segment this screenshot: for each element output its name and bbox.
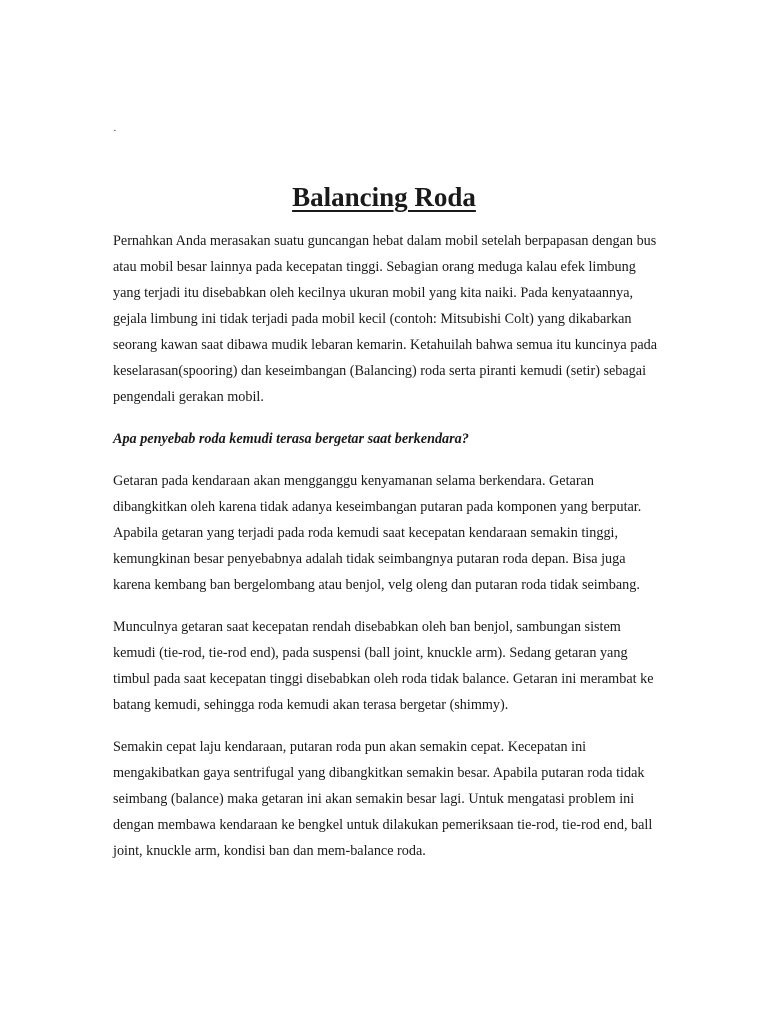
question-heading: Apa penyebab roda kemudi terasa bergetar saat berkendara? [113, 431, 469, 447]
intro-paragraph: Pernahkan Anda merasakan suatu guncangan hebat dalam mobil setelah berpapasan dengan bus atau mobil besar lainnya pada kecepatan tinggi. Sebagian orang meduga kalau efek limbung yang terjadi itu disebabkan oleh kecilnya ukuran mobil yang kita naiki. Pada kenyataannya, gejala limbung ini tidak terjadi pada mobil kecil (contoh: Mitsubishi Colt) yang dikabarkan seorang kawan saat dibawa mudik lebaran kemarin. Ketahuilah bahwa semua itu kuncinya pada keselarasan(spooring) dan keseimbangan (Balancing) roda serta piranti kemudi (setir) sebagai pengendali gerakan mobil. [113, 233, 658, 405]
speed-paragraph: Semakin cepat laju kendaraan, putaran roda pun akan semakin cepat. Kecepatan ini mengakibatkan gaya sentrifugal yang dibangkitkan semakin besar. Apabila putaran roda tidak seimbang (balance) maka getaran ini akan semakin besar lagi. Untuk mengatasi problem ini dengan membawa kendaraan ke bengkel untuk dilakukan pemeriksaan tie-rod, tie-rod end, ball joint, knuckle arm, kondisi ban dan mem-balance roda. [113, 739, 653, 859]
page-mark: · [113, 125, 117, 137]
vibration-paragraph: Getaran pada kendaraan akan mengganggu kenyamanan selama berkendara. Getaran dibangkitkan oleh karena tidak adanya keseimbangan putaran pada komponen yang berputar. Apabila getaran yang terjadi pada roda kemudi saat kecepatan kendaraan semakin tinggi, kemungkinan besar penyebabnya adalah tidak seimbangnya putaran roda depan. Bisa juga karena kembang ban bergelombang atau benjol, velg oleng dan putaran roda tidak seimbang. [113, 473, 642, 593]
document-title: Balancing Roda [292, 182, 476, 213]
document-body [113, 228, 658, 880]
low-speed-paragraph: Munculnya getaran saat kecepatan rendah disebabkan oleh ban benjol, sambungan sistem kemudi (tie-rod, tie-rod end), pada suspensi (ball joint, knuckle arm). Sedang getaran yang timbul pada saat kecepatan tinggi disebabkan oleh roda tidak balance. Getaran ini merambat ke batang kemudi, sehingga roda kemudi akan terasa bergetar (shimmy). [113, 619, 654, 713]
